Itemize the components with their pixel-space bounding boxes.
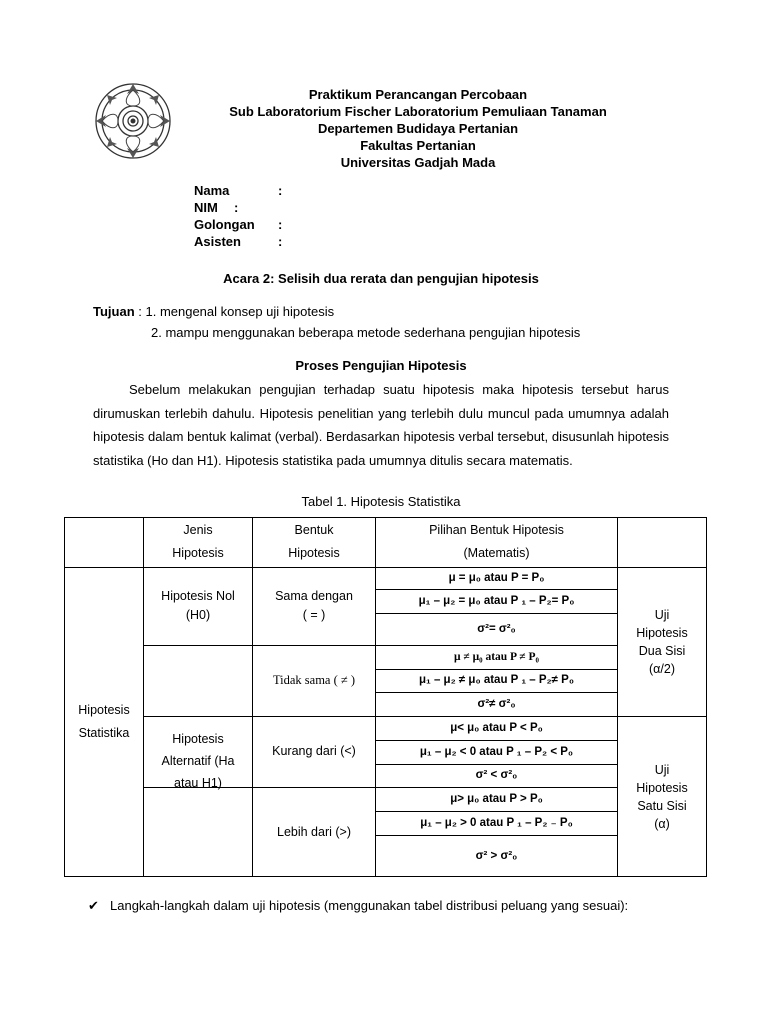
header-pilihan-bentuk: Pilihan Bentuk Hipotesis (Matematis) xyxy=(429,523,564,560)
formula-cell: μ ≠ μ₀ atau P ≠ P₀ xyxy=(454,650,539,663)
checkmark-icon: ✔ xyxy=(88,898,99,913)
header-jenis-hipotesis: Jenis Hipotesis xyxy=(172,523,224,560)
header-course: Praktikum Perancangan Percobaan xyxy=(308,87,528,102)
acara-title: Acara 2: Selisih dua rerata dan pengujian hipotesis xyxy=(223,271,539,286)
identity-fields xyxy=(194,182,283,250)
jenis-hipotesis-nol: Hipotesis Nol (H0) xyxy=(161,589,235,622)
formula-cell: μ< μ₀ atau P < P₀ xyxy=(450,721,543,734)
formula-cell: μ = μ₀ atau P = P₀ xyxy=(448,571,545,584)
header-bentuk-hipotesis: Bentuk Hipotesis xyxy=(288,523,340,560)
uji-dua-sisi: Uji Hipotesis Dua Sisi (α/2) xyxy=(636,607,688,676)
header-department: Departemen Budidaya Pertanian xyxy=(317,121,519,136)
formula-cell: μ₁ – μ₂ ≠ μ₀ atau P ₁ – P₂≠ P₀ xyxy=(418,674,575,686)
bentuk-kurang-dari: Kurang dari (<) xyxy=(272,744,356,758)
tujuan-item-1: 1. mengenal konsep uji hipotesis xyxy=(145,304,335,319)
formula-cell: μ₁ – μ₂ = μ₀ atau P ₁ – P₂= P₀ xyxy=(418,594,575,607)
formula-cell: σ²≠ σ²₀ xyxy=(477,697,516,710)
field-asisten xyxy=(194,233,283,250)
field-nim xyxy=(194,199,255,216)
header-faculty: Fakultas Pertanian xyxy=(360,138,476,153)
field-label: Nama xyxy=(194,183,230,198)
field-colon: : xyxy=(278,183,283,198)
tujuan-block xyxy=(93,301,580,343)
field-colon: : xyxy=(278,217,283,232)
uji-satu-sisi: Uji Hipotesis Satu Sisi (α) xyxy=(636,762,688,831)
intro-paragraph: Sebelum melakukan pengujian terhadap suatu hipotesis maka hipotesis tersebut harus dirumuskan terlebih dahulu. Hipotesis penelitian yang terlebih dulu muncul pada umumnya adalah hipotesis dalam bentuk kalimat (verbal). Berdasarkan hipotesis verbal tersebut, disusunlah hipotesis statistika (Ho dan H1). Hipotesis statistika pada umumnya ditulis secara matematis. xyxy=(93,382,669,468)
bentuk-sama-dengan: Sama dengan ( = ) xyxy=(275,589,353,622)
ugm-seal-icon xyxy=(92,80,174,162)
tujuan-label: Tujuan xyxy=(93,304,135,319)
field-label: Golongan xyxy=(194,217,255,232)
row-label-hipotesis-statistika: Hipotesis Statistika xyxy=(78,703,130,740)
document-header xyxy=(180,86,656,171)
steps-note xyxy=(88,898,674,914)
tujuan-item-2: 2. mampu menggunakan beberapa metode sederhana pengujian hipotesis xyxy=(151,325,581,340)
bentuk-lebih-dari: Lebih dari (>) xyxy=(277,824,351,839)
section-title: Proses Pengujian Hipotesis xyxy=(295,358,467,373)
field-colon: : xyxy=(234,200,239,215)
tujuan-sep: : xyxy=(134,304,146,319)
formula-cell: σ²= σ²₀ xyxy=(477,622,516,635)
field-label: NIM xyxy=(194,200,218,215)
field-golongan xyxy=(194,216,283,233)
jenis-hipotesis-alternatif: Hipotesis Alternatif (Ha atau H1) xyxy=(161,732,235,790)
header-university: Universitas Gadjah Mada xyxy=(340,155,496,170)
table-caption: Tabel 1. Hipotesis Statistika xyxy=(301,494,461,509)
hypothesis-table xyxy=(64,517,707,877)
formula-cell: μ₁ – μ₂ < 0 atau P ₁ – P₂ < P₀ xyxy=(419,745,574,758)
header-lab: Sub Laboratorium Fischer Laboratorium Pemuliaan Tanaman xyxy=(229,104,607,119)
bentuk-tidak-sama: Tidak sama ( ≠ ) xyxy=(272,673,356,687)
steps-note-text: Langkah-langkah dalam uji hipotesis (menggunakan tabel distribusi peluang yang sesuai): xyxy=(110,898,629,913)
field-label: Asisten xyxy=(194,234,241,249)
formula-cell: μ₁ – μ₂ > 0 atau P ₁ – P₂ ₋ P₀ xyxy=(420,816,573,829)
field-colon: : xyxy=(278,234,283,249)
formula-cell: σ² < σ²₀ xyxy=(475,769,518,781)
formula-cell: σ² ˃ σ²₀ xyxy=(475,849,518,862)
formula-cell: μ> μ₀ atau P > P₀ xyxy=(450,792,543,805)
field-nama xyxy=(194,182,283,199)
